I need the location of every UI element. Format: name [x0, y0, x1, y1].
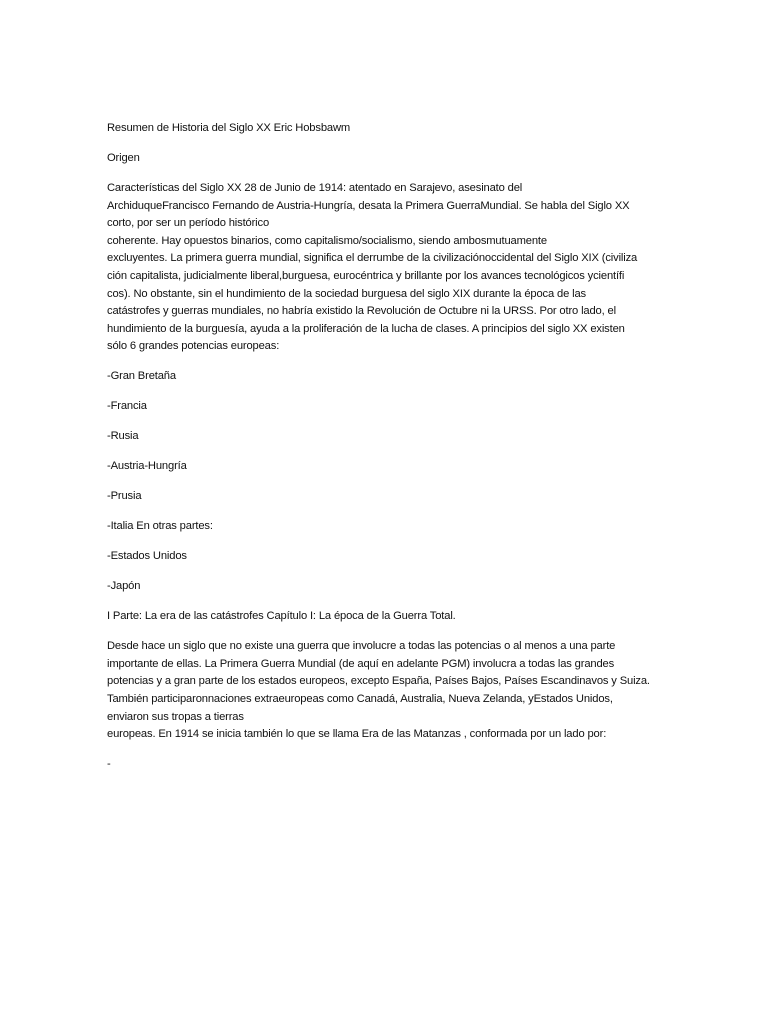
paragraph-line: ción capitalista, judicialmente liberal,burguesa, eurocéntrica y brillante por los avances tecnológicos ycientífi — [107, 269, 625, 282]
list-item: -Japón — [107, 580, 141, 593]
powers-list — [107, 368, 667, 595]
paragraph-line: europeas. En 1914 se inicia también lo que se llama Era de las Matanzas , conformada por un lado por: — [107, 728, 607, 741]
paragraph-line: corto, por ser un período histórico — [107, 217, 270, 230]
paragraph-line: Desde hace un siglo que no existe una guerra que involucre a todas las potencias o al menos a una parte — [107, 640, 616, 653]
list-item: -Estados Unidos — [107, 550, 187, 563]
paragraph-line: enviaron sus tropas a tierras — [107, 710, 244, 723]
paragraph-line: sólo 6 grandes potencias europeas: — [107, 340, 280, 353]
paragraph-line: excluyentes. La primera guerra mundial, significa el derrumbe de la civilizaciónoccidental del Siglo XIX (civiliza — [107, 252, 638, 265]
list-item: -Francia — [107, 400, 147, 413]
paragraph-line: hundimiento de la burguesía, ayuda a la proliferación de la lucha de clases. A principios del siglo XX existen — [107, 322, 625, 335]
document-title: Resumen de Historia del Siglo XX Eric Hobsbawm — [107, 122, 351, 134]
paragraph-line: Características del Siglo XX 28 de Junio de 1914: atentado en Sarajevo, asesinato del — [107, 181, 523, 194]
paragraph-line: catástrofes y guerras mundiales, no habría existido la Revolución de Octubre ni la URSS. Por otro lado, el — [107, 305, 616, 318]
list-item: -Italia En otras partes: — [107, 520, 213, 533]
paragraph-line: importante de ellas. La Primera Guerra Mundial (de aquí en adelante PGM) involucra a todas las grandes — [107, 657, 615, 670]
document-page — [107, 120, 667, 786]
list-item: -Prusia — [107, 490, 142, 503]
paragraph-line: coherente. Hay opuestos binarios, como capitalismo/socialismo, siendo ambosmutuamente — [107, 234, 547, 247]
paragraph-line: También participaronnaciones extraeuropeas como Canadá, Australia, Nueva Zelanda, yEstados Unidos, — [107, 692, 613, 705]
part-heading: I Parte: La era de las catástrofes Capítulo I: La época de la Guerra Total. — [107, 610, 456, 623]
section-heading-origen: Origen — [107, 151, 140, 164]
paragraph-line: ArchiduqueFrancisco Fernando de Austria-Hungría, desata la Primera GuerraMundial. Se habla del Siglo XX — [107, 199, 630, 212]
intro-paragraph — [107, 180, 667, 356]
trailing-dash: - — [107, 758, 111, 771]
list-item: -Austria-Hungría — [107, 460, 187, 473]
paragraph-line: potencias y a gran parte de los estados europeos, excepto España, Países Bajos, Países Escandinavos y Suiza. — [107, 675, 650, 688]
list-item: -Rusia — [107, 430, 139, 443]
paragraph-line: cos). No obstante, sin el hundimiento de la sociedad burguesa del siglo XIX durante la época de las — [107, 287, 586, 300]
list-item: -Gran Bretaña — [107, 370, 176, 383]
body-paragraph — [107, 638, 667, 744]
